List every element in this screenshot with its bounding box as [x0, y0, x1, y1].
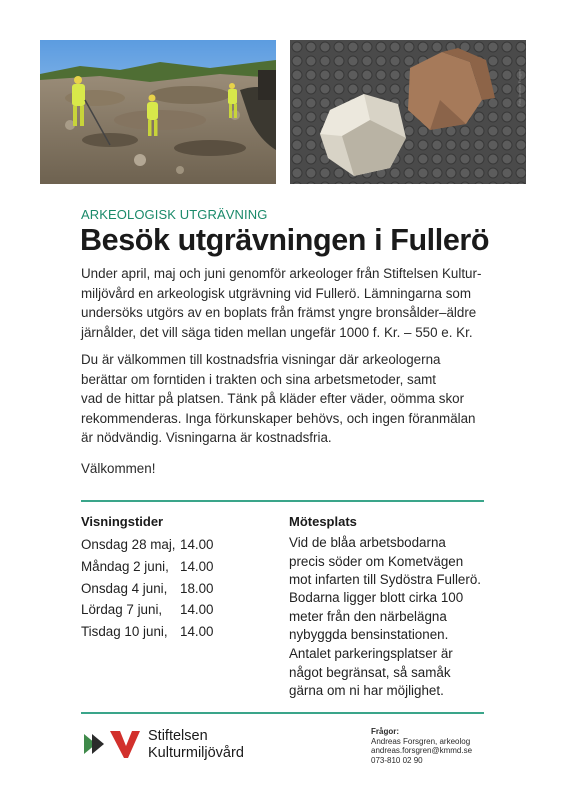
- contact-email[interactable]: andreas.forsgren@kmmd.se: [371, 746, 473, 756]
- divider-top: [81, 500, 484, 502]
- section-eyebrow: ARKEOLOGISK UTGRÄVNING: [81, 207, 268, 222]
- contact-heading: Frågor:: [371, 727, 399, 736]
- org-line-1: Stiftelsen: [148, 728, 208, 744]
- stiftelsen-kulturmiljovard-logo-icon: [82, 728, 142, 760]
- intro-paragraph: [81, 264, 501, 342]
- meeting-line: något begränsat, så samåk: [289, 664, 451, 680]
- intro-line: miljövård en arkeologisk utgrävning vid Fullerö. Lämningarna som: [81, 285, 472, 301]
- visits-paragraph: [81, 350, 501, 448]
- visits-line: Du är välkommen till kostnadsfria visningar där arkeologerna: [81, 352, 441, 367]
- schedule-time: 14.00: [180, 602, 214, 618]
- schedule-time: 18.00: [180, 580, 214, 596]
- finds-photo: [290, 40, 526, 184]
- intro-line: Under april, maj och juni genomför arkeologer från Stiftelsen Kultur-: [81, 266, 482, 281]
- finds-illustration: [290, 40, 526, 184]
- schedule-date: Måndag 2 juni,: [81, 558, 169, 574]
- page-title: Besök utgrävningen i Fullerö: [80, 223, 490, 257]
- contact-phone: 073-810 02 90: [371, 755, 423, 765]
- excavation-site-illustration: [40, 40, 276, 184]
- schedule-heading: Visningstider: [81, 514, 164, 529]
- schedule-time: 14.00: [180, 558, 214, 574]
- meeting-line: Vid de blåa arbetsbodarna: [289, 535, 446, 550]
- org-line-2: Kulturmiljövård: [148, 744, 244, 761]
- meeting-line: precis söder om Kometvägen: [289, 553, 464, 569]
- photo-credit: Foto: Andreas Forsgren: [518, 69, 522, 106]
- meeting-line: gärna om ni har möjlighet.: [289, 683, 444, 698]
- excavation-site-photo: [40, 40, 276, 184]
- meeting-heading: Mötesplats: [289, 514, 357, 529]
- schedule-date: Lördag 7 juni,: [81, 602, 163, 618]
- meeting-line: Bodarna ligger blott cirka 100: [289, 590, 464, 605]
- welcome-line: Välkommen!: [81, 461, 156, 476]
- meeting-line: Antalet parkeringsplatser är: [289, 646, 453, 661]
- intro-line: järnålder, det vill säga tiden mellan ungefär 1000 f. Kr. – 550 e. Kr.: [81, 324, 473, 340]
- intro-line: undersöks utgörs av en boplats från främst yngre bronsålder–äldre: [81, 305, 477, 320]
- schedule-time: 14.00: [180, 537, 214, 552]
- meeting-line: meter från den närbelägna: [289, 608, 447, 624]
- schedule-time: 14.00: [180, 624, 214, 640]
- contact-block: [371, 727, 472, 765]
- visits-line: rekommenderas. Inga förkunskaper behövs, och ingen föranmälan: [81, 410, 476, 426]
- divider-bottom: [81, 712, 484, 714]
- schedule-date: Onsdag 28 maj,: [81, 537, 176, 552]
- meeting-paragraph: [289, 534, 499, 590]
- visits-line: berättar om forntiden i trakten och sina arbetsmetoder, samt: [81, 371, 437, 387]
- meeting-paragraph: [289, 589, 499, 645]
- contact-name: Andreas Forsgren, arkeolog: [371, 736, 471, 746]
- meeting-line: mot infarten till Sydöstra Fullerö.: [289, 572, 482, 587]
- organization-name: [148, 728, 244, 761]
- welcome-text: [81, 459, 501, 479]
- meeting-line: nybyggda bensinstationen.: [289, 627, 449, 642]
- schedule-date: Onsdag 4 juni,: [81, 580, 168, 596]
- schedule-date: Tisdag 10 juni,: [81, 624, 168, 640]
- visits-line: vad de hittar på platsen. Tänk på kläder efter väder, oömma skor: [81, 391, 465, 406]
- meeting-paragraph: [289, 645, 499, 701]
- visits-line: är nödvändig. Visningarna är kostnadsfria.: [81, 430, 332, 445]
